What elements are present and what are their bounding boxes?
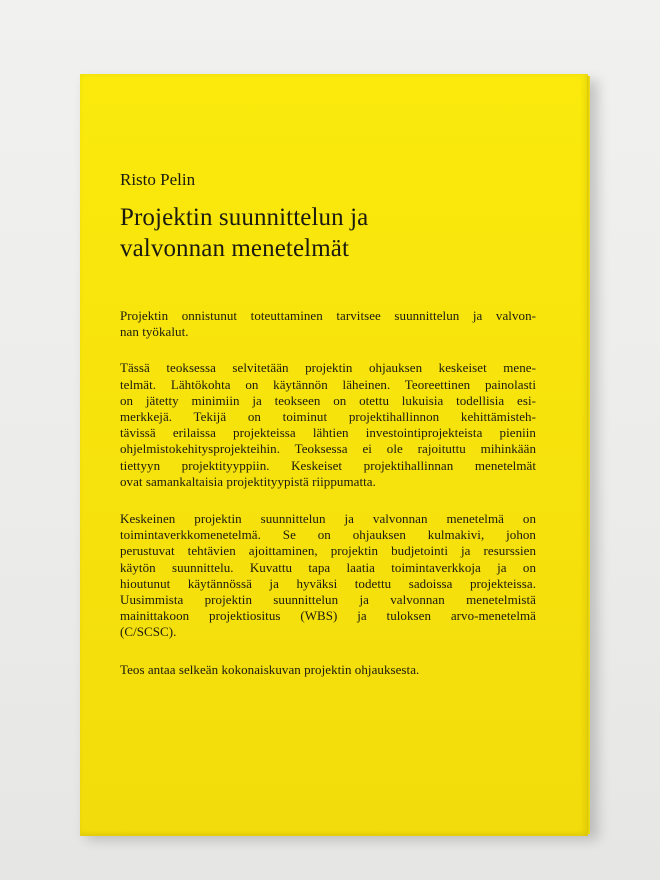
blurb-paragraph-1 <box>120 308 536 340</box>
blurb-paragraph-4 <box>120 662 536 678</box>
book-back-cover <box>80 74 588 836</box>
text-line: (C/SCSC). <box>120 624 177 640</box>
text-line: merkkejä. Tekijä on toiminut projektihallinnon kehittämisteh- <box>120 409 536 425</box>
text-line: mainittakoon projektiositus (WBS) ja tuloksen arvo-menetelmä <box>120 608 536 624</box>
book-title-line: valvonnan menetelmät <box>120 235 350 262</box>
book-title-line: Projektin suunnittelun ja <box>120 204 369 231</box>
author-name: Risto Pelin <box>120 170 196 189</box>
text-line: ovat samankaltaisia projektityypistä riippumatta. <box>120 473 376 489</box>
text-line: nan työkalut. <box>120 324 189 340</box>
blurb-paragraph-3 <box>120 511 536 641</box>
cover-text <box>120 170 536 678</box>
text-line: Teos antaa selkeän kokonaiskuvan projektin ohjauksesta. <box>120 661 420 677</box>
text-line: tävissä erilaissa projekteissa lähtien investointiprojekteista pieniin <box>120 425 536 441</box>
text-line: telmät. Lähtökohta on käytännön läheinen. Teoreettinen painolasti <box>120 376 536 392</box>
book-page-edge <box>587 76 590 834</box>
text-line: ohjelmistokehitysprojekteihin. Teoksessa ei ole rajoituttu mihinkään <box>120 441 536 457</box>
text-line: Projektin onnistunut toteuttaminen tarvitsee suunnittelun ja valvon- <box>120 308 536 323</box>
text-line: toimintaverkkomenetelmä. Se on ohjauksen kulmakivi, johon <box>120 527 536 543</box>
text-line: hioutunut käytännössä ja hyväksi todettu sadoissa projekteissa. <box>120 575 536 591</box>
book-title <box>120 202 536 264</box>
text-line: käytön suunnittelu. Kuvattu tapa laatia toimintaverkkoja ja on <box>120 559 536 575</box>
text-line: on jätetty minimiin ja teokseen on otettu lukuisia todellisia esi- <box>120 392 536 408</box>
blurb-paragraph-2 <box>120 360 536 490</box>
text-line: Tässä teoksessa selvitetään projektin ohjauksen keskeiset mene- <box>120 360 536 376</box>
text-line: Keskeinen projektin suunnittelun ja valvonnan menetelmä on <box>120 511 536 527</box>
text-line: Uusimmista projektin suunnittelun ja valvonnan menetelmistä <box>120 592 536 608</box>
text-line: perustuvat tehtävien ajoittaminen, projektin budjetointi ja resurssien <box>120 543 536 559</box>
text-line: tiettyyn projektityyppiin. Keskeiset projektihallinnan menetelmät <box>120 457 536 473</box>
